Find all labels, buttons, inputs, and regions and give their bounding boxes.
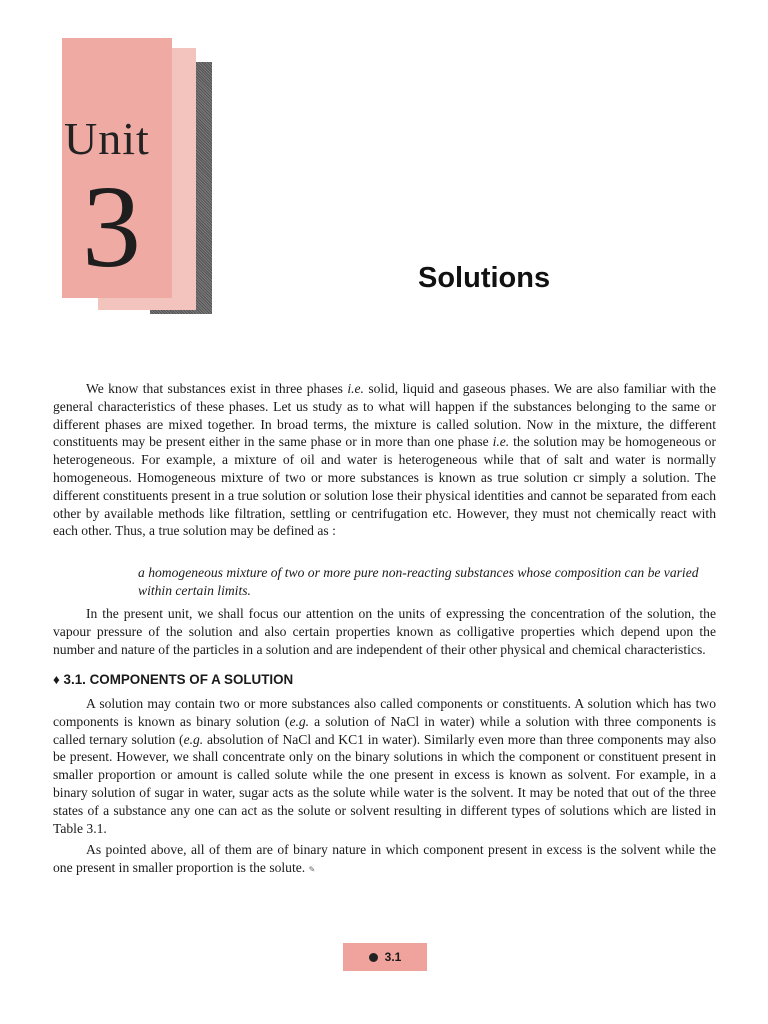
focus-paragraph: In the present unit, we shall focus our attention on the units of expressing the concentration of the solution, the vapour pressure of the solution and also certain properties known as colligative properties which depend upon the number and nature of the particles in a solution and are independent of their other physical and chemical characteristics. [53,606,716,657]
section-heading: ♦ 3.1. COMPONENTS OF A SOLUTION [53,672,294,687]
binary-paragraph: As pointed above, all of them are of binary nature in which component present in excess is the solvent while the one present in smaller proportion is the solute. ✎ [53,842,716,875]
components-paragraph: A solution may contain two or more substances also called components or constituents. A solution which has two components is known as binary solution (e.g. a solution of NaCl in water) while a solution with three components is called ternary solution (e.g. absolution of NaCl and KC1 in water). Similarly even more than three components may also be present. However, we shall concentrate only on the binary solutions in which the component or constituent present in smaller proportion or amount is called solute while the one present in excess is known as solvent. For example, in a binary solution of sugar in water, sugar acts as the solute while water is the solvent. It may be noted that out of the three states of a substance any one can act as the solute or solvent resulting in different types of solutions which are listed in Table 3.1. [53,696,717,836]
margin-mark-icon: ✎ [308,864,316,874]
unit-label: Unit [64,113,150,164]
intro-paragraph: We know that substances exist in three phases i.e. solid, liquid and gaseous phases. We are also familiar with the general characteristics of these phases. Let us study as to what will happen if the substances belonging to the same or different phases are mixed together. In broad terms, the mixture is called solution. Now in the mixture, the different constituents may be present either in the same phase or in more than one phase i.e. the solution may be homogeneous or heterogeneous. For example, a mixture of oil and water is heterogeneous while that of salt and water is normally homogeneous. Homogeneous mixture of two or more substances is known as true solution cr simply a solution. The different constituents present in a true solution or solution lose their physical identities and cannot be separated from each other by available methods like filtration, settling or centrifugation etc. However, they must not chemically react with each other. Thus, a true solution may be defined as : [53,381,716,539]
unit-number: 3 [82,161,141,292]
chapter-title: Solutions [418,262,551,294]
page-number-box [343,943,427,971]
page-number: 3.1 [384,950,402,964]
definition-quote: a homogeneous mixture of two or more pure non-reacting substances whose composition can be varied within certain limits. [138,565,699,598]
bullet-icon [369,953,378,962]
